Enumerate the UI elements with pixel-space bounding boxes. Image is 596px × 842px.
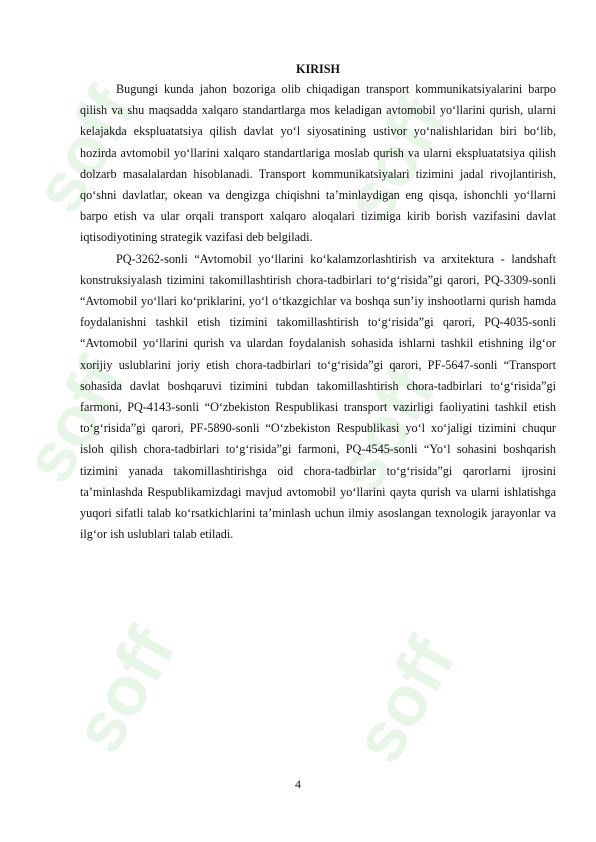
paragraph: PQ-3262-sonli “Avtomobil yo‘llarini ko‘kalamzorlashtirish va arxitektura - landshaft konstruksiyalash tizimini takomillashtirish chora-tadbirlari to‘g‘risida”gi qarori, PQ-3309-sonli “Avtomobil yo‘llari ko‘priklarini, yo‘l o‘tkazgichlar va boshqa sun’iy inshootlarni qurish hamda foydalanishni tashkil etish tizimini takomillashtirish to‘g‘risida”gi qarori, PQ-4035-sonli “Avtomobil yo‘llarini qurish va ulardan foydalanish sohasida ishlarni tashkil etishning ilg‘or xorijiy uslublarini joriy etish chora-tadbirlari to‘g‘risida”gi qarori, PF-5647-sonli “Transport sohasida davlat boshqaruvi tizimini tubdan takomillashtirish chora-tadbirlari to‘g‘risida”gi farmoni, PQ-4143-sonli “O‘zbekiston Respublikasi transport vazirligi faoliyatini tashkil etish to‘g‘risida”gi qarori, PF-5890-sonli “O‘zbekiston Respublikasi yo‘l xo‘jaligi tizimini chuqur isloh qilish chora-tadbirlari to‘g‘risida”gi farmoni, PQ-4545-sonli “Yo‘l sohasini boshqarish tizimini yanada takomillashtirishga oid chora-tadbirlar to‘g‘risida”gi qarorlarni ijrosini ta’minlashda Respublikamizdagi mavjud avtomobil yo‘llarini qayta qurish va ularni ishlatishga yuqori sifatli talab ko‘rsatkichlarini ta’minlash uchun ilmiy asoslangan texnologik jarayonlar va ilg‘or ish uslublari talab etiladi. [80, 251, 556, 542]
watermark-logo: soff [8, 344, 141, 496]
watermark-logo: soff [328, 84, 461, 236]
document-body [80, 60, 556, 545]
watermark-logo: soff [58, 614, 191, 766]
watermark-logo: soff [338, 624, 471, 776]
watermark-logo: soff [318, 354, 451, 506]
watermark-logo: soff [18, 74, 151, 226]
paragraph: Bugungi kunda jahon bozoriga olib chiqadigan transport kommunikatsiyalarini barpo qilish va shu maqsadda xalqaro standartlarga mos keladigan avtomobil yo‘llarini qurish, ularni kelajakda ekspluatatsiya qilish davlat yo‘l siyosatining ustivor yo‘nalishlaridan biri bo‘lib, hozirda avtomobil yo‘llarini xalqaro standartlariga moslab qurish va ularni ekspluatatsiya qilish dolzarb masalalardan hisoblanadi. Transport kommunikatsiyalari tizimini jadal rivojlantirish, qo‘shni davlatlar, okean va dengizga chiqishni ta’minlaydigan eng qisqa, ishonchli yo‘llarni barpo etish va ular orqali transport xalqaro aloqalari tizimiga kirib borish vazifasini davlat iqtisodiyotining strategik vazifasi deb belgiladi. [80, 82, 556, 245]
section-title: KIRISH [295, 62, 341, 76]
page-number: 4 [295, 777, 301, 791]
